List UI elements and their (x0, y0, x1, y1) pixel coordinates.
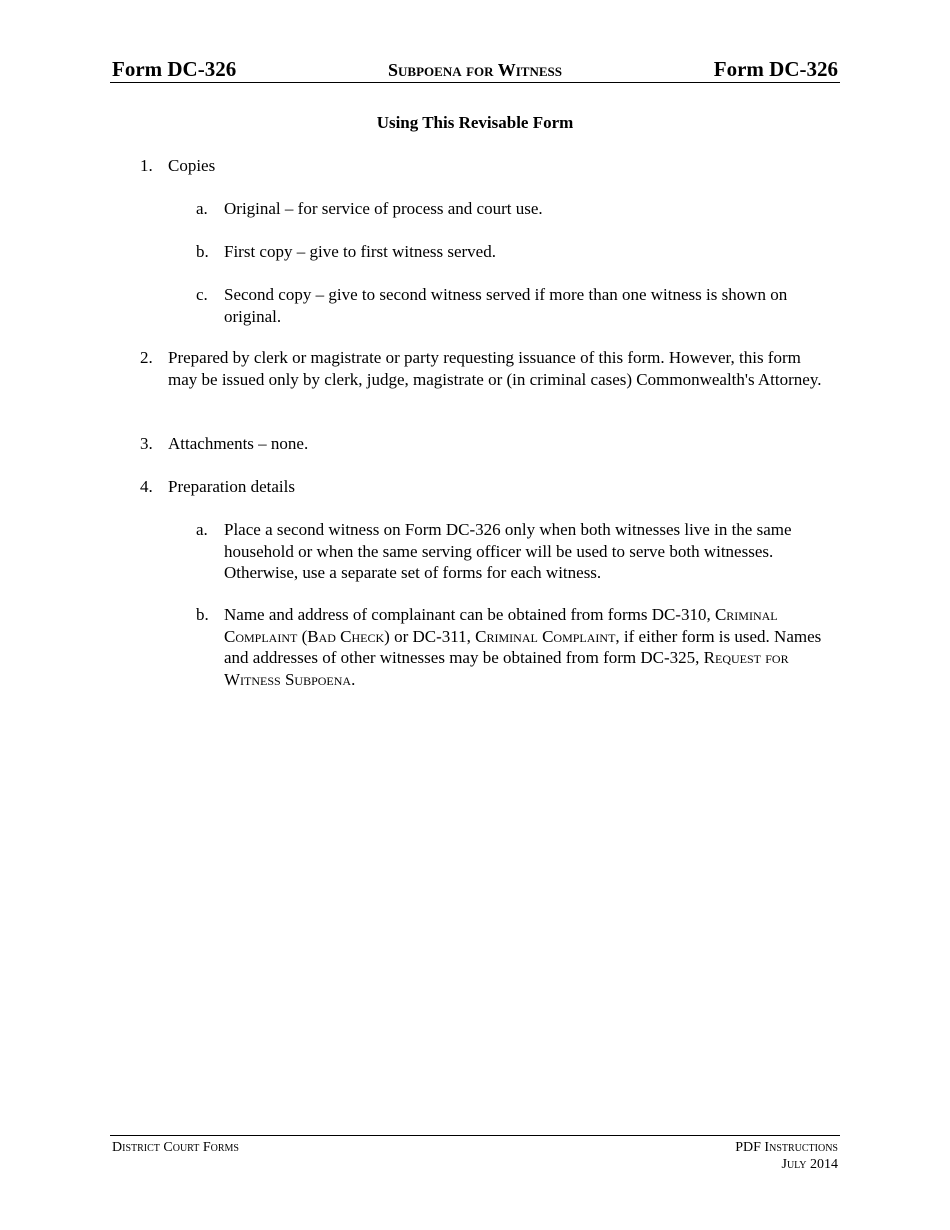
header-form-number-left: Form DC-326 (112, 57, 237, 81)
list-item-text: Second copy – give to second witness served if more than one witness is shown on original. (224, 285, 788, 326)
form-title-request-for-witness-subpoena: Request for Witness Subpoena (224, 648, 789, 689)
text-segment: or DC-311, (389, 626, 476, 646)
list-item-number: 3. (140, 434, 153, 453)
header-form-number-right: Form DC-326 (713, 57, 838, 81)
list-item-text: First copy – give to first witness served. (224, 242, 496, 261)
list-item-letter: b. (196, 242, 209, 261)
list-item-text: Place a second witness on Form DC-326 only when both witnesses live in the same household or when the same serving officer will be used to serve both witnesses. Otherwise, use a separate set of forms for each witness. (224, 520, 792, 582)
list-item-number: 4. (140, 477, 153, 496)
list-item-text: Attachments – none. (168, 434, 309, 453)
header-form-title: Subpoena for Witness (388, 60, 562, 80)
page-footer (110, 1135, 840, 1172)
footer-date: July 2014 (781, 1157, 838, 1172)
text-segment: Name and address of complainant can be obtained from forms DC-310, (224, 605, 715, 624)
text-segment: , if either form is used. Names and addresses of other witnesses may be obtained from form DC-325, (224, 626, 822, 667)
list-item-number: 1. (140, 156, 153, 175)
list-item-letter: a. (196, 520, 208, 539)
list-item-text: Preparation details (168, 477, 295, 496)
list-item-text: Prepared by clerk or magistrate or party requesting issuance of this form. However, this form may be issued only by clerk, judge, magistrate or (in criminal cases) Commonwealth's Attorney. (168, 348, 822, 389)
list-item-text: Copies (168, 156, 216, 175)
list-item-letter: b. (196, 605, 209, 624)
footer-pdf-instructions: PDF Instructions (735, 1140, 838, 1155)
list-item-number: 2. (140, 348, 153, 367)
footer-right-block (735, 1139, 838, 1173)
form-title-criminal-complaint-bad-check: Criminal Complaint (Bad Check) (224, 605, 778, 646)
list-item-letter: c. (196, 285, 208, 304)
list-item-letter: a. (196, 199, 208, 218)
page-header (110, 56, 840, 83)
list-item-text (224, 604, 839, 690)
section-heading: Using This Revisable Form (376, 113, 574, 132)
form-title-criminal-complaint: Criminal Complaint (475, 626, 616, 646)
list-item-text: Original – for service of process and court use. (224, 199, 543, 218)
text-segment: . (351, 669, 356, 689)
footer-district-court-forms: District Court Forms (112, 1140, 239, 1155)
